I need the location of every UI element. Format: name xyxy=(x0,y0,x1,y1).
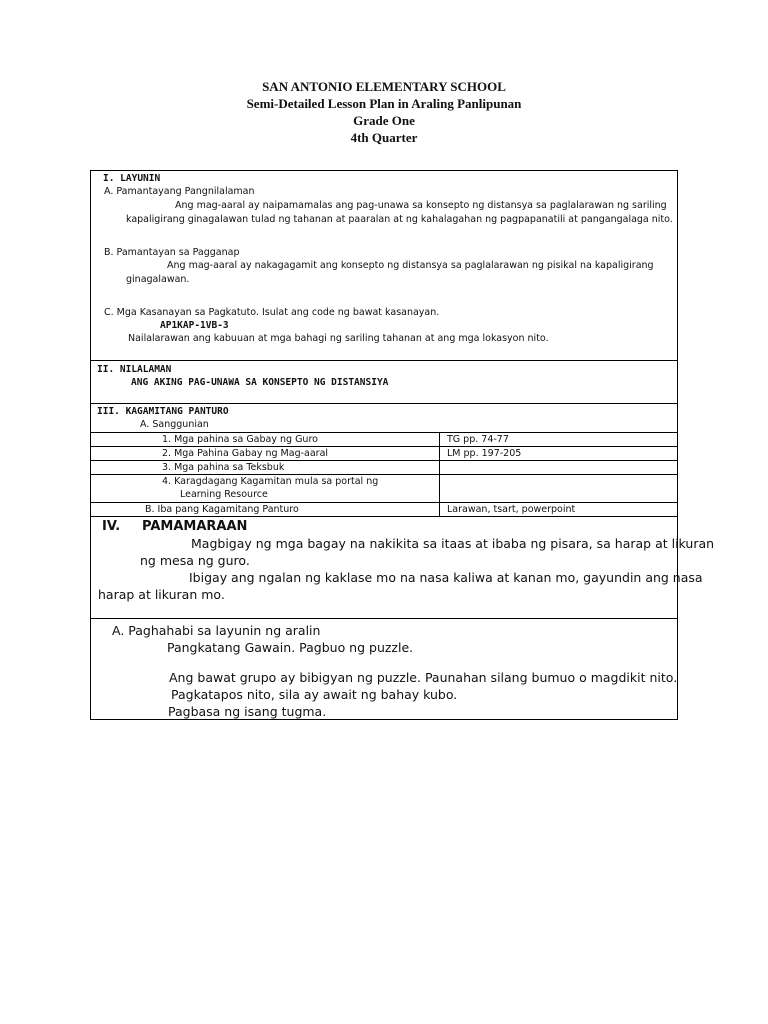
section-paghahabi xyxy=(91,619,677,719)
reference-value xyxy=(440,475,678,503)
paghahabi-line2: Ang bawat grupo ay bibigyan ng puzzle. Paunahan silang bumuo o magdikit nito. xyxy=(169,670,678,685)
plan-title: Semi-Detailed Lesson Plan in Araling Panlipunan xyxy=(246,96,522,111)
pamamaraan-line3: Ibigay ang ngalan ng kaklase mo na nasa kaliwa at kanan mo, gayundin ang nasa xyxy=(189,570,703,585)
section-layunin xyxy=(91,171,677,361)
school-name: SAN ANTONIO ELEMENTARY SCHOOL xyxy=(262,79,506,94)
layunin-a-line1: Ang mag-aaral ay naipamamalas ang pag-unawa sa konsepto ng distansya sa paglalarawan ng sariling xyxy=(175,200,667,211)
reference-value: TG pp. 74-77 xyxy=(440,433,678,447)
iba-pang-kagamitan-value: Larawan, tsart, powerpoint xyxy=(440,503,678,517)
pamamaraan-line1: Magbigay ng mga bagay na nakikita sa itaas at ibaba ng pisara, sa harap at likuran xyxy=(191,536,715,551)
section-kagamitan xyxy=(91,404,677,517)
layunin-b-line2: ginagalawan. xyxy=(126,274,190,285)
paghahabi-label: A. Paghahabi sa layunin ng aralin xyxy=(112,623,321,638)
layunin-b-label: B. Pamantayan sa Pagganap xyxy=(104,247,240,258)
paghahabi-line1: Pangkatang Gawain. Pagbuo ng puzzle. xyxy=(167,640,414,655)
table-row xyxy=(91,447,677,461)
paghahabi-line4: Pagbasa ng isang tugma. xyxy=(168,704,327,719)
reference-value xyxy=(440,461,678,475)
competency-code: AP1KAP-1VB-3 xyxy=(160,320,229,331)
quarter: 4th Quarter xyxy=(350,130,418,145)
section-nilalaman xyxy=(91,361,677,404)
reference-value: LM pp. 197-205 xyxy=(440,447,678,461)
layunin-title: I. LAYUNIN xyxy=(103,173,161,184)
pamamaraan-line2: ng mesa ng guro. xyxy=(140,553,250,568)
pamamaraan-title: PAMAMARAAN xyxy=(142,519,248,534)
nilalaman-title: II. NILALAMAN xyxy=(97,364,172,375)
table-row xyxy=(91,475,677,503)
reference-label xyxy=(91,475,440,503)
pamamaraan-line4: harap at likuran mo. xyxy=(98,587,225,602)
nilalaman-topic: ANG AKING PAG-UNAWA SA KONSEPTO NG DISTANSIYA xyxy=(131,377,389,388)
layunin-a-line2: kapaligirang ginagalawan tulad ng tahanan at paaralan at ng kahalagahan ng pagpapanatili at pangangalaga nito. xyxy=(126,214,673,225)
layunin-c-line: Nailalarawan ang kabuuan at mga bahagi ng sariling tahanan at ang mga lokasyon nito. xyxy=(128,333,549,344)
layunin-b-line1: Ang mag-aaral ay nakagagamit ang konsepto ng distansya sa paglalarawan ng pisikal na kapaligirang xyxy=(167,260,654,271)
grade-level: Grade One xyxy=(353,113,415,128)
pamamaraan-number: IV. xyxy=(102,519,121,534)
iba-pang-kagamitan-label: B. Iba pang Kagamitang Panturo xyxy=(91,503,440,517)
kagamitan-title: III. KAGAMITANG PANTURO xyxy=(97,406,229,417)
section-pamamaraan xyxy=(91,517,715,619)
lesson-plan-table xyxy=(90,170,715,720)
reference-label: 2. Mga Pahina Gabay ng Mag-aaral xyxy=(91,447,440,461)
reference-label: 1. Mga pahina sa Gabay ng Guro xyxy=(91,433,440,447)
table-row xyxy=(91,461,677,475)
reference-label-line2: Learning Resource xyxy=(180,489,268,500)
paghahabi-line3: Pagkatapos nito, sila ay await ng bahay kubo. xyxy=(171,687,458,702)
layunin-a-label: A. Pamantayang Pangnilalaman xyxy=(104,186,255,197)
references-table xyxy=(91,432,677,516)
table-row xyxy=(91,503,677,517)
document-header xyxy=(0,78,768,146)
table-row xyxy=(91,433,677,447)
sanggunian-label: A. Sanggunian xyxy=(140,419,209,430)
reference-label: 3. Mga pahina sa Teksbuk xyxy=(91,461,440,475)
layunin-c-label: C. Mga Kasanayan sa Pagkatuto. Isulat ang code ng bawat kasanayan. xyxy=(104,307,440,318)
reference-label-line1: 4. Karagdagang Kagamitan mula sa portal ng xyxy=(162,476,379,487)
